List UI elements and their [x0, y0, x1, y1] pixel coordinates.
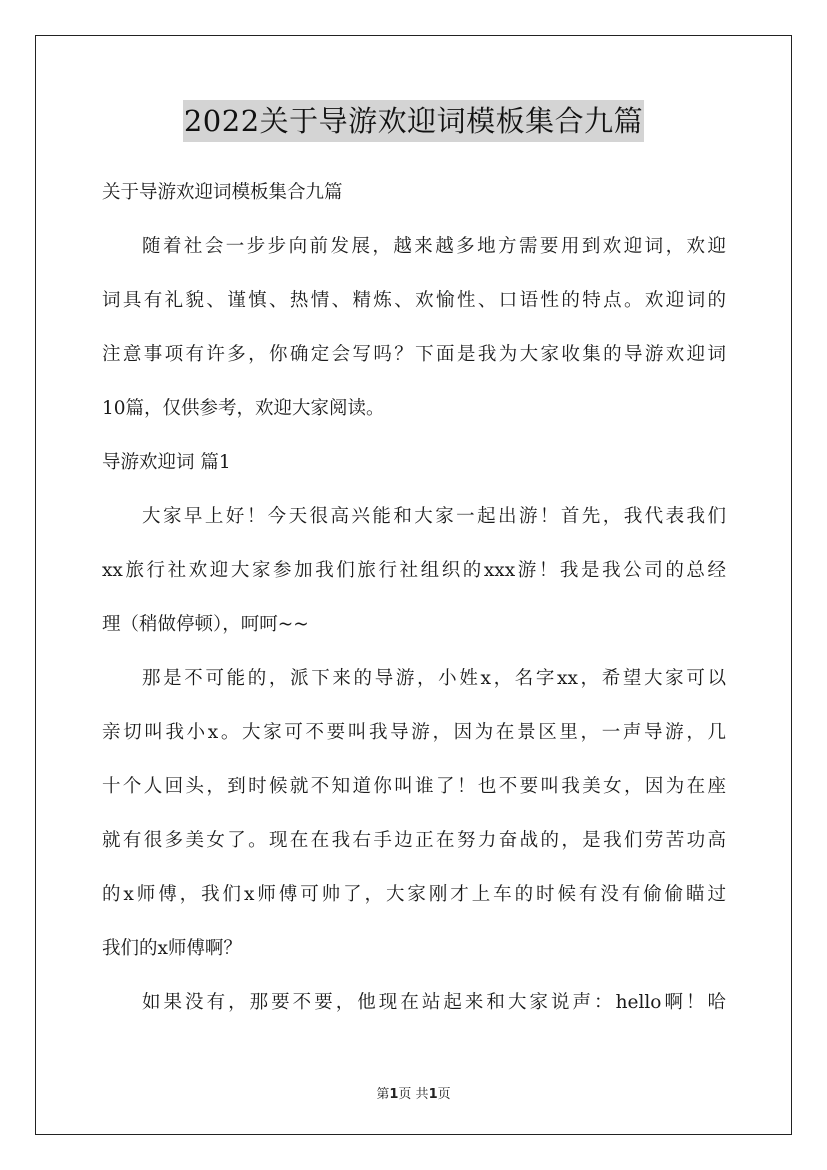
paragraph-line: 如果没有，那要不要，他现在站起来和大家说声：hello啊！哈	[142, 992, 726, 1013]
paragraph-line: 10篇，仅供参考，欢迎大家阅读。	[102, 398, 385, 419]
paragraph-line: 随着社会一步步向前发展，越来越多地方需要用到欢迎词，欢迎	[142, 236, 726, 257]
subtitle-line: 关于导游欢迎词模板集合九篇	[102, 182, 343, 203]
paragraph-line: 十个人回头，到时候就不知道你叫谁了！也不要叫我美女，因为在座	[102, 776, 726, 797]
paragraph-line: 理（稍做停顿），呵呵~~	[102, 614, 309, 635]
paragraph-line: 亲切叫我小x。大家可不要叫我导游，因为在景区里，一声导游，几	[102, 722, 726, 743]
document-body	[102, 166, 726, 1030]
title-container	[0, 100, 827, 142]
page-total: 1	[428, 1087, 438, 1102]
paragraph-line: 那是不可能的，派下来的导游，小姓x，名字xx，希望大家可以	[142, 668, 726, 689]
section-heading: 导游欢迎词 篇1	[102, 452, 231, 473]
paragraph-line: 注意事项有许多，你确定会写吗？下面是我为大家收集的导游欢迎词	[102, 344, 726, 365]
paragraph-line: 词具有礼貌、谨慎、热情、精炼、欢愉性、口语性的特点。欢迎词的	[102, 290, 726, 311]
paragraph-line: 就有很多美女了。现在在我右手边正在努力奋战的，是我们劳苦功高	[102, 830, 726, 851]
page-number: 1	[389, 1087, 399, 1102]
page-footer	[0, 1083, 827, 1102]
footer-prefix: 第	[376, 1087, 390, 1102]
paragraph-line: xx旅行社欢迎大家参加我们旅行社组织的xxx游！我是我公司的总经	[102, 560, 726, 581]
footer-mid: 页 共	[398, 1087, 429, 1102]
footer-suffix: 页	[437, 1087, 451, 1102]
paragraph-line: 大家早上好！今天很高兴能和大家一起出游！首先，我代表我们	[142, 506, 726, 527]
paragraph-line: 我们的x师傅啊？	[102, 938, 242, 959]
document-title: 2022关于导游欢迎词模板集合九篇	[183, 100, 644, 142]
paragraph-line: 的x师傅，我们x师傅可帅了，大家刚才上车的时候有没有偷偷瞄过	[102, 884, 726, 905]
